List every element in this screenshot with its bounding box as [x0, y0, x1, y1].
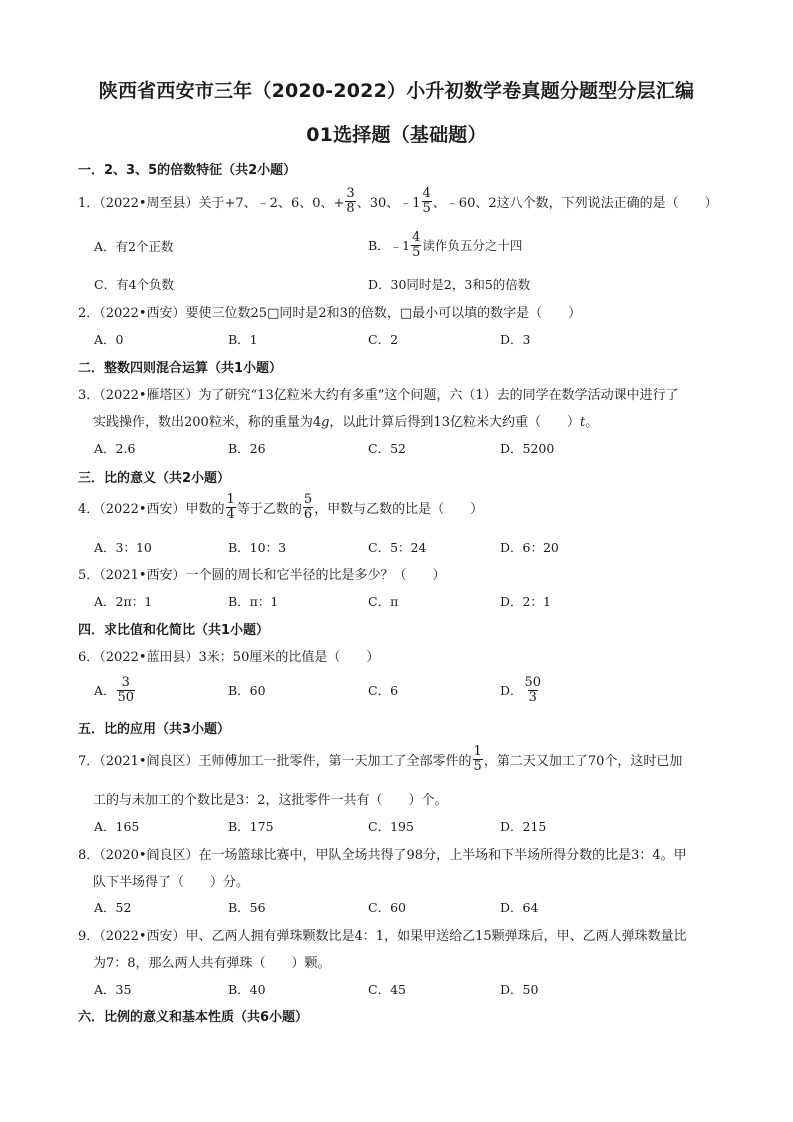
q4-option-b: B．10：3 [228, 540, 287, 555]
q3-option-a: A．2.6 [94, 441, 136, 456]
q9-option-a: A．35 [94, 982, 132, 997]
q5-option-c: C．π [368, 594, 399, 609]
q1-option-a: A．有2个正数 [94, 239, 174, 254]
q3-option-c: C．52 [368, 441, 406, 456]
q3-option-d: D．5200 [500, 441, 555, 456]
question-7-line-2: 工的与未加工的个数比是3：2，这批零件一共有（ ）个。 [93, 793, 448, 808]
section-heading-4: 四．求比值和化简比（共1小题） [78, 623, 270, 638]
fraction [422, 187, 432, 215]
q7-option-a: A．165 [94, 819, 140, 834]
question-9-line-2: 为7：8，那么两人共有弹珠（ ）颗。 [93, 956, 331, 971]
fraction [345, 187, 355, 215]
question-4-text-b: 等于乙数的 [236, 501, 302, 517]
q2-option-a: A．0 [94, 332, 124, 347]
section-heading-5: 五．比的应用（共3小题） [78, 722, 231, 737]
section-heading-1: 一．2、3、5的倍数特征（共2小题） [78, 163, 297, 178]
q5-option-d: D．2：1 [500, 594, 551, 609]
q2-option-b: B．1 [228, 332, 258, 347]
question-1-text-c: 、﹣60、2这八个数，下列说法正确的是（ ） [432, 195, 718, 211]
q4-option-d: D．6：20 [500, 540, 559, 555]
q7-option-c: C．195 [368, 819, 414, 834]
numerator: 4 [412, 229, 421, 245]
denominator: 8 [346, 200, 355, 216]
option-b-suffix: 读作负五分之十四 [422, 238, 523, 253]
question-2: 2．（2022•西安）要使三位数25□同时是2和3的倍数，□最小可以填的数字是（ ） [78, 306, 582, 321]
question-8-line-2: 队下半场得了（ ）分。 [93, 875, 250, 890]
section-heading-2: 二．整数四则混合运算（共1小题） [78, 361, 283, 376]
q9-option-d: D．50 [500, 982, 539, 997]
numerator: 1 [226, 491, 235, 507]
page-title: 陕西省西安市三年（2020-2022）小升初数学卷真题分题型分层汇编 [98, 80, 695, 102]
numerator: 4 [422, 185, 431, 201]
q6-option-b: B．60 [228, 683, 266, 698]
q8-option-a: A．52 [94, 900, 132, 915]
denominator: 5 [422, 200, 431, 216]
q2-option-c: C．2 [368, 332, 399, 347]
option-b-prefix: B．﹣1 [368, 238, 411, 253]
q2-option-d: D．3 [500, 332, 531, 347]
numerator: 5 [303, 491, 313, 507]
q4-option-a: A．3：10 [94, 540, 152, 555]
numerator: 3 [121, 674, 130, 690]
question-9-line-1: 9．（2022•西安）甲、乙两人拥有弹珠颗数比是4：1，如果甲送给乙15颗弹珠后，甲、乙两人弹珠数量比 [78, 929, 687, 944]
denominator: 6 [303, 506, 313, 522]
q8-option-b: B．56 [228, 900, 266, 915]
question-7-text-b: ，第二天又加工了70个，这时已加 [483, 753, 683, 769]
denominator: 3 [528, 689, 537, 705]
fraction [473, 745, 483, 773]
question-1-text-b: 、30、﹣1 [356, 195, 421, 211]
fraction [117, 676, 136, 704]
question-1-text-a: 1．（2022•周至县）关于+7、﹣2、6、0、+ [78, 195, 345, 211]
question-5: 5．（2021•西安）一个圆的周长和它半径的比是多少？（ ） [78, 568, 446, 583]
q5-option-a: A．2π：1 [94, 594, 153, 609]
q9-option-c: C．45 [368, 982, 406, 997]
question-1 [78, 186, 718, 216]
question-3-line-1: 3．（2022•雁塔区）为了研究“13亿粒米大约有多重”这个问题，六（1）去的同学在数学活动课中进行了 [78, 388, 679, 403]
section-heading-6: 六．比例的意义和基本性质（共6小题） [78, 1010, 309, 1025]
numerator: 50 [524, 674, 542, 690]
q1-option-b [368, 230, 522, 260]
option-d-label: D． [500, 683, 523, 698]
question-3-text-b: ，以此计算后得到13亿粒米大约重（ ） [329, 415, 580, 430]
question-7-text-a: 7．（2021•阎良区）王师傅加工一批零件，第一天加工了全部零件的 [78, 753, 472, 769]
q3-option-b: B．26 [228, 441, 266, 456]
q6-option-d [500, 673, 543, 707]
q4-option-c: C．5：24 [368, 540, 427, 555]
option-a-label: A． [94, 683, 116, 698]
denominator: 4 [226, 506, 235, 522]
denominator: 50 [117, 689, 135, 705]
q8-option-d: D．64 [500, 900, 539, 915]
question-6: 6．（2022•蓝田县）3米：50厘米的比值是（ ） [78, 650, 380, 665]
numerator: 3 [346, 185, 355, 201]
q6-option-c: C．6 [368, 683, 399, 698]
q5-option-b: B．π：1 [228, 594, 279, 609]
question-3-text-a: 实践操作，数出200粒米，称的重量为4 [93, 415, 322, 430]
fraction [524, 676, 543, 704]
unit-t: t [579, 415, 586, 430]
question-3-text-c: 。 [585, 415, 599, 430]
question-7-line-1 [78, 744, 682, 774]
unit-g: g [321, 415, 330, 430]
question-4-text-a: 4．（2022•西安）甲数的 [78, 501, 225, 517]
question-4-text-c: ，甲数与乙数的比是（ ） [314, 501, 484, 517]
q9-option-b: B．40 [228, 982, 266, 997]
question-4 [78, 492, 483, 522]
page-subtitle: 01选择题（基础题） [306, 124, 487, 146]
fraction [411, 231, 421, 259]
q1-option-d: D．30同时是2，3和5的倍数 [368, 277, 531, 292]
q7-option-d: D．215 [500, 819, 547, 834]
q1-option-c: C．有4个负数 [94, 277, 175, 292]
question-8-line-1: 8．（2020•阎良区）在一场篮球比赛中，甲队全场共得了98分，上半场和下半场所得分数的比是3：4。甲 [78, 848, 687, 863]
question-3-line-2 [93, 411, 598, 430]
fraction [226, 493, 236, 521]
denominator: 5 [473, 758, 482, 774]
q7-option-b: B．175 [228, 819, 274, 834]
denominator: 5 [412, 244, 421, 260]
q6-option-a [94, 673, 136, 707]
q8-option-c: C．60 [368, 900, 406, 915]
section-heading-3: 三．比的意义（共2小题） [78, 471, 231, 486]
fraction [303, 493, 313, 521]
numerator: 1 [473, 743, 482, 759]
